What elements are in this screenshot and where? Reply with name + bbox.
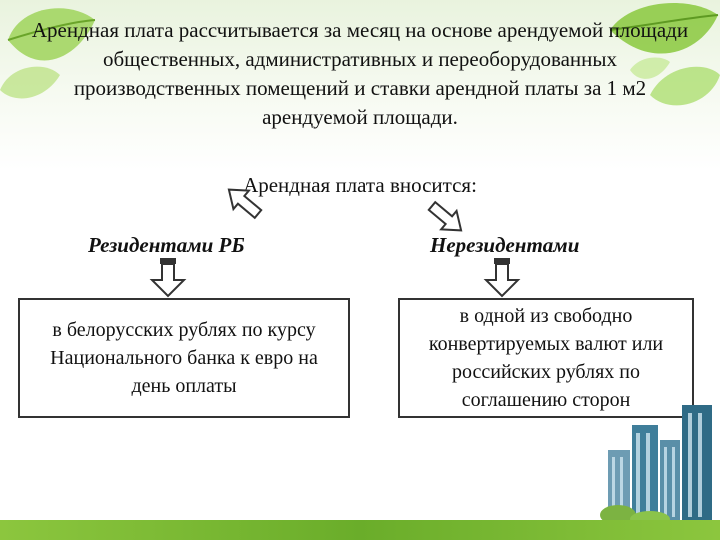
intro-text: Арендная плата рассчитывается за месяц на основе арендуемой площади общественных, административных и переоборудованных производственных помещений и ставки арендной платы за 1 м2 арендуемой площади. (31, 18, 689, 129)
residents-description-box (18, 298, 350, 418)
residents-description: в белорусских рублях по курсу Национального банка к евро на день оплаты (50, 319, 318, 397)
nonresidents-label: Нерезидентами (430, 233, 580, 257)
footer-bar (0, 520, 720, 540)
nonresidents-description: в одной из свободно конвертируемых валют или российских рублях по соглашению сторон (428, 305, 664, 411)
arrow-down-left-icon (152, 258, 184, 296)
residents-label: Резидентами РБ (88, 233, 245, 257)
arrow-left-diagonal-icon (221, 180, 266, 223)
city-buildings-icon (600, 395, 720, 523)
payment-heading: Арендная плата вносится: (243, 173, 477, 197)
arrow-down-right-icon (486, 258, 518, 296)
